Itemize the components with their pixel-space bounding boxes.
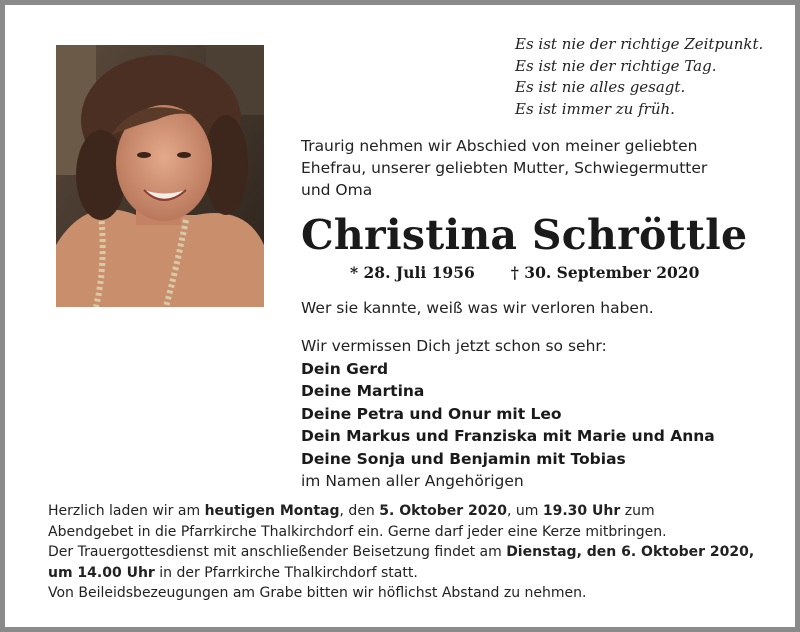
deceased-name: Christina Schröttle bbox=[301, 211, 748, 259]
portrait-photo bbox=[56, 45, 264, 307]
intro-text bbox=[301, 135, 707, 201]
motto: Wer sie kannte, weiß was wir verloren haben. bbox=[301, 299, 654, 317]
mourner-name: Deine Martina bbox=[301, 382, 425, 400]
intro-line: Traurig nehmen wir Abschied von meiner geliebten bbox=[301, 137, 698, 155]
mourner-name: Deine Sonja und Benjamin mit Tobias bbox=[301, 449, 626, 468]
service-line: Herzlich laden wir am heutigen Montag, den 5. Oktober 2020, um 19.30 Uhr zum bbox=[48, 503, 655, 519]
birth-date: * 28. Juli 1956 bbox=[350, 263, 475, 282]
poem bbox=[515, 34, 763, 120]
service-line: Abendgebet in die Pfarrkirche Thalkirchdorf ein. Gerne darf jeder eine Kerze mitbringen. bbox=[48, 523, 667, 540]
service-line: Der Trauergottesdienst mit anschließender Beisetzung findet am Dienstag, den 6. Oktober 2020, bbox=[48, 544, 755, 560]
service-line: Von Beileidsbezeugungen am Grabe bitten wir höflichst Abstand zu nehmen. bbox=[48, 585, 587, 601]
service-info bbox=[48, 501, 754, 604]
death-date: † 30. September 2020 bbox=[510, 263, 700, 282]
poem-line: Es ist immer zu früh. bbox=[515, 99, 675, 118]
mourners-list bbox=[301, 335, 715, 493]
intro-line: Ehefrau, unserer geliebten Mutter, Schwiegermutter bbox=[301, 159, 708, 177]
life-dates bbox=[350, 262, 699, 284]
service-line: um 14.00 Uhr in der Pfarrkirche Thalkirchdorf statt. bbox=[48, 564, 418, 581]
poem-line: Es ist nie der richtige Zeitpunkt. bbox=[515, 35, 764, 53]
intro-line: und Oma bbox=[301, 181, 373, 199]
mourner-name: Dein Markus und Franziska mit Marie und Anna bbox=[301, 427, 715, 445]
poem-line: Es ist nie alles gesagt. bbox=[515, 78, 686, 96]
mourners-lead: Wir vermissen Dich jetzt schon so sehr: bbox=[301, 337, 607, 355]
mourner-name: Dein Gerd bbox=[301, 359, 389, 378]
poem-line: Es ist nie der richtige Tag. bbox=[515, 56, 717, 75]
mourner-name: Deine Petra und Onur mit Leo bbox=[301, 404, 562, 423]
mourners-closing: im Namen aller Angehörigen bbox=[301, 472, 524, 490]
